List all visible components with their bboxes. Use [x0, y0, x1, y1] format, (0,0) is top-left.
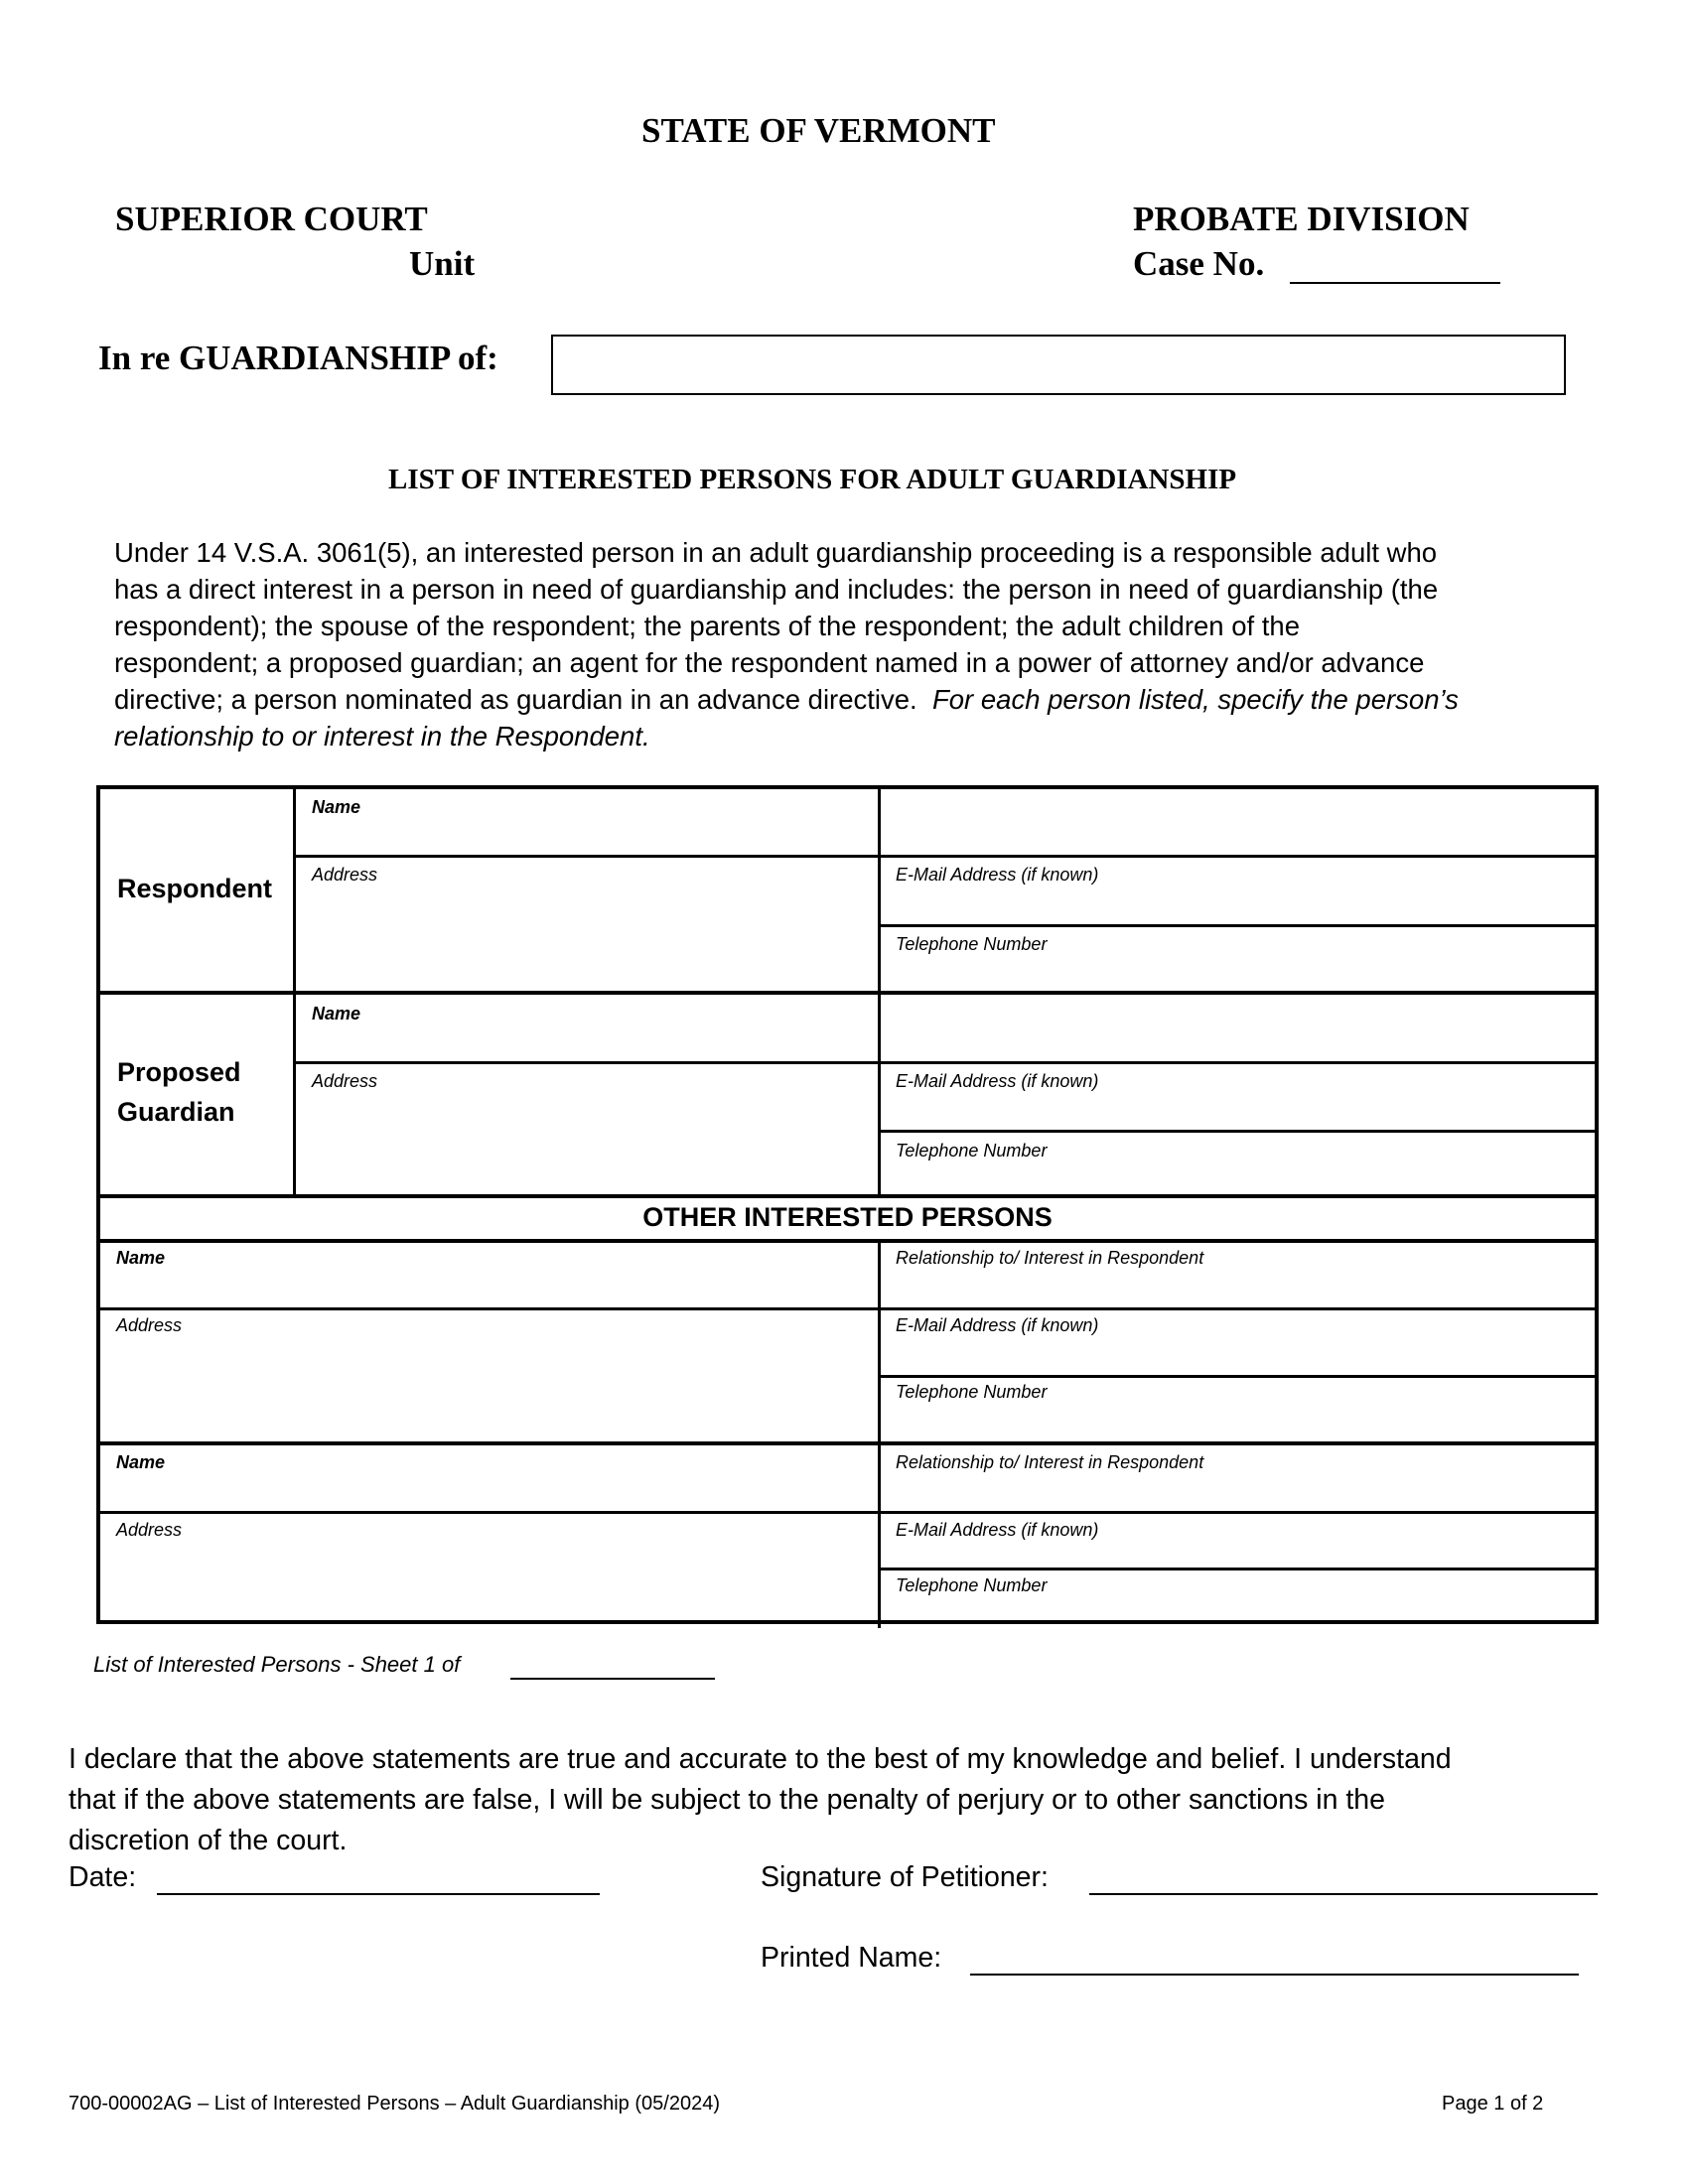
other-name-label[interactable]: Name — [116, 1248, 166, 1268]
respondent-address-label[interactable]: Address — [312, 865, 378, 885]
intro-paragraph — [114, 534, 1459, 754]
divider — [100, 1194, 1599, 1198]
sheet-total-field[interactable] — [510, 1678, 715, 1680]
intro-line: directive; a person nominated as guardian in an advance directive. — [114, 684, 917, 715]
signature-field[interactable] — [1089, 1893, 1598, 1895]
divider — [878, 924, 1599, 927]
in-re-label: In re GUARDIANSHIP of: — [98, 339, 498, 377]
guardian-address-label[interactable]: Address — [312, 1071, 378, 1091]
intro-line: respondent; a proposed guardian; an agent for the respondent named in a power of attorney and/or advance — [114, 647, 1425, 678]
case-no-field[interactable] — [1290, 282, 1500, 284]
intro-line: Under 14 V.S.A. 3061(5), an interested person in an adult guardianship proceeding is a responsible adult who — [114, 537, 1438, 568]
proposed-guardian-label: Proposed Guardian — [117, 1057, 241, 1127]
respondent-name-label[interactable]: Name — [312, 797, 361, 817]
form-id: 700-00002AG – List of Interested Persons – Adult Guardianship (05/2024) — [69, 2093, 720, 2115]
other-phone-label[interactable]: Telephone Number — [896, 1575, 1048, 1595]
other-relationship-label[interactable]: Relationship to/ Interest in Respondent — [896, 1452, 1204, 1472]
other-persons-header: OTHER INTERESTED PERSONS — [642, 1202, 1053, 1232]
date-field[interactable] — [157, 1893, 600, 1895]
respondent-phone-label[interactable]: Telephone Number — [896, 934, 1048, 954]
divider — [293, 1061, 1599, 1064]
other-name-label[interactable]: Name — [116, 1452, 166, 1472]
interested-persons-table — [96, 785, 1599, 1624]
other-address-label[interactable]: Address — [116, 1520, 183, 1540]
state-title: STATE OF VERMONT — [641, 111, 996, 150]
sheet-label: List of Interested Persons - Sheet 1 of — [93, 1652, 461, 1677]
respondent-name-field[interactable] — [551, 335, 1566, 395]
case-no-label: Case No. — [1133, 244, 1265, 283]
other-relationship-label[interactable]: Relationship to/ Interest in Respondent — [896, 1248, 1204, 1268]
divider — [100, 1239, 1599, 1243]
other-email-label[interactable]: E-Mail Address (if known) — [896, 1520, 1099, 1540]
divider — [100, 1511, 1599, 1514]
divider — [100, 1307, 1599, 1310]
respondent-email-label[interactable]: E-Mail Address (if known) — [896, 865, 1099, 885]
unit-label: Unit — [409, 244, 476, 283]
form-title: LIST OF INTERESTED PERSONS FOR ADULT GUARDIANSHIP — [388, 464, 1237, 495]
guardian-name-label[interactable]: Name — [312, 1004, 361, 1024]
declaration-line: that if the above statements are false, I will be subject to the penalty of perjury or to other sanctions in the — [69, 1784, 1385, 1816]
guardian-phone-label[interactable]: Telephone Number — [896, 1141, 1048, 1160]
intro-line: respondent); the spouse of the respondent; the parents of the respondent; the adult children of the — [114, 611, 1301, 641]
declaration-line: discretion of the court. — [69, 1825, 348, 1856]
division-name: PROBATE DIVISION — [1133, 200, 1470, 238]
other-address-label[interactable]: Address — [116, 1315, 183, 1335]
guardian-email-label[interactable]: E-Mail Address (if known) — [896, 1071, 1099, 1091]
intro-italic: For each person listed, specify the person’s — [931, 684, 1459, 715]
intro-line: has a direct interest in a person in need of guardianship and includes: the person in need of guardianship (the — [114, 574, 1439, 605]
court-name: SUPERIOR COURT — [115, 200, 428, 238]
printed-name-field[interactable] — [970, 1974, 1579, 1976]
page-number: Page 1 of 2 — [1442, 2093, 1544, 2115]
intro-italic: relationship to or interest in the Respondent. — [114, 721, 650, 751]
signature-label: Signature of Petitioner: — [761, 1861, 1049, 1893]
divider — [878, 1568, 1599, 1570]
divider — [100, 991, 1599, 995]
respondent-label: Respondent — [117, 874, 273, 903]
divider — [878, 1130, 1599, 1133]
other-email-label[interactable]: E-Mail Address (if known) — [896, 1315, 1099, 1335]
printed-name-label: Printed Name: — [761, 1942, 942, 1974]
declaration-line: I declare that the above statements are true and accurate to the best of my knowledge and belief. I understand — [69, 1743, 1452, 1775]
date-label: Date: — [69, 1861, 137, 1893]
other-phone-label[interactable]: Telephone Number — [896, 1382, 1048, 1402]
divider — [878, 1375, 1599, 1378]
declaration — [69, 1739, 1452, 1861]
divider — [100, 1441, 1599, 1445]
divider — [293, 855, 1599, 858]
